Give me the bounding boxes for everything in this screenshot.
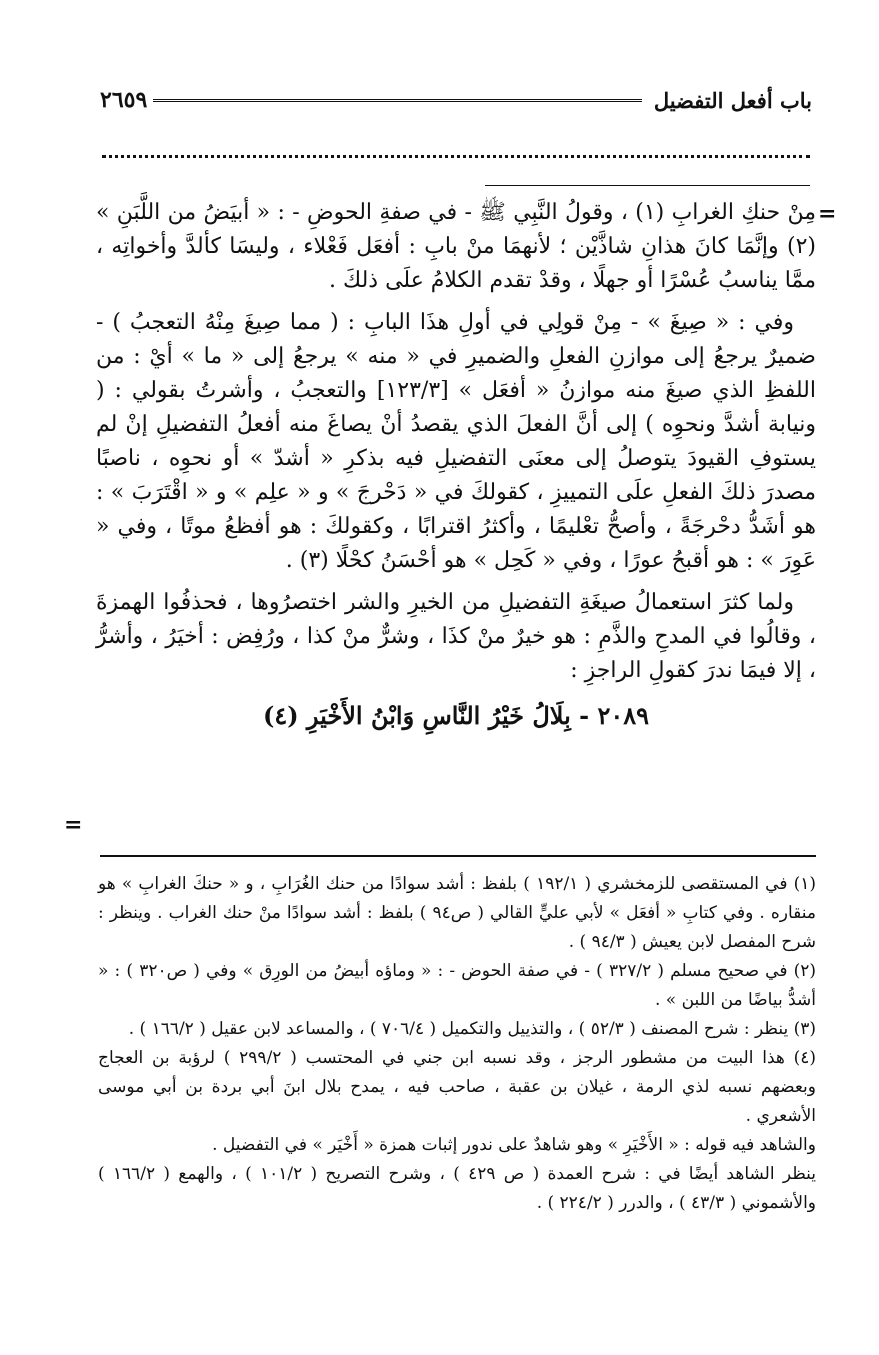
footnote-4-refs: ينظر الشاهد أيضًا في : شرح العمدة ( ص ٤٢٩ ) ، وشرح التصريح ( ١٠١/٢ ) ، والهمع ( ١٦٦/٢ ) والأشموني ( ٤٣/٣ ) ، والدرر ( ٢٢٤/٢ ) . (98, 1164, 816, 1213)
page-number: ٢٦٥٩ (100, 87, 148, 113)
main-text (96, 196, 816, 736)
footnote-4: (٤) هذا البيت من مشطور الرجز ، وقد نسبه ابن جني في المحتسب ( ٢٩٩/٢ ) لرؤبة بن العجاج وبعضهم نسبه لذي الرمة ، غيلان بن عقبة ، صاحب فيه ، يمدح بلال ابنَ أبي بردة بن أبي موسى الأشعري . (98, 1048, 816, 1126)
margin-mark-bottom: = (64, 812, 83, 838)
margin-mark-top: = (818, 201, 837, 227)
footnote-3: (٣) ينظر : شرح المصنف ( ٥٢/٣ ) ، والتذييل والتكميل ( ٧٠٦/٤ ) ، والمساعد لابن عقيل ( ١٦٦/٢ ) . (128, 1019, 816, 1039)
footnotes (98, 870, 816, 1218)
footnote-rule (100, 855, 816, 857)
footnote-4-shahid: والشاهد فيه قوله : « الأَخْيَرِ » وهو شاهدٌ على ندور إثبات همزة « أَخْيَر » في التفضيل . (212, 1135, 816, 1155)
footnote-1: (١) في المستقصى للزمخشري ( ١٩٢/١ ) بلفظ : أشد سوادًا من حنك الغُرَابِ ، و « حنكَ الغرابِ » هو منقاره . وفي كتابِ « أفعَل » لأبي عليٍّ القالي ( ص٩٤ ) بلفظ : أشد سوادًا منْ حنك الغراب . وينظر : شرح المفصل لابن يعيش ( ٩٤/٣ ) . (98, 874, 816, 952)
top-rule (485, 185, 810, 186)
paragraph-3: ولما كثرَ استعمالُ صيغَةِ التفضيلِ من الخيرِ والشر اختصرُوها ، فحذفُوا الهمزةَ ، وقالُوا في المدحِ والذَّمِ : هو خيرٌ منْ كذَا ، وشرٌّ منْ كذا ، ورُفِض : أخيَرُ ، وأشرُّ ، إلا فيمَا ندرَ كقولِ الراجزِ : (96, 590, 816, 683)
paragraph-2: وفي : « صِيغَ » - مِنْ قولِي في أولِ هذَا البابِ : ( مما صِيغَ مِنْهُ التعجبُ ) - ضميرٌ يرجعُ إلى موازنِ الفعلِ والضميرِ في « منه » يرجعُ إلى « ما » أيْ : من اللفظِ الذي صيغَ منه موازنُ « أفعَل » [١٢٣/٣] والتعجبُ ، وأشرتُ بقولي : ( ونيابة أشدَّ ونحوِه ) إلى أنَّ الفعلَ الذي يقصدُ أنْ يصاغَ منه أفعلُ التفضيلِ إنْ لم يستوفِ القيودَ يتوصلُ إلى معنَى التفضيلِ فيه بذكرِ « أشدّ » أو نحوِه ، ناصبًا مصدرَ ذلكَ الفعلِ علَى التمييزِ ، كقولكَ في « دَحْرجَ » و « علِم » و « اقْتَرَبَ » : هو أشَدُّ دحْرجَةً ، وأصحُّ تعْليمًا ، وأكثرُ اقترابًا ، وكقولكَ : هو أفظعُ موتًا ، وفي « عَوِرَ » : هو أقبحُ عورًا ، وفي « كَحِل » هو أحْسَنُ كحْلًا (٣) . (96, 310, 816, 573)
chapter-title: باب أفعل التفضيل (653, 87, 812, 113)
verse-line: ٢٠٨٩ - بِلَالُ خَيْرُ النَّاسِ وَابْنُ الأَخْيَرِ (٤) (262, 701, 650, 730)
footnote-2: (٢) في صحيح مسلم ( ٣٢٧/٢ ) - في صفة الحوض - : « وماؤه أبيضُ من الورِق » وفي ( ص٣٢٠ ) : « أشدُّ بياضًا من اللبن » . (98, 961, 816, 1010)
running-header (100, 82, 812, 118)
dotted-separator (102, 155, 810, 158)
header-rule (153, 99, 642, 102)
paragraph-1: مِنْ حنكِ الغرابِ (١) ، وقولُ النَّبِي ﷺ - في صفةِ الحوضِ - : « أبيَضُ من اللَّبَنِ » (٢) وإنَّمَا كانَ هذانِ شاذَّيْن ؛ لأنهمَا منْ بابِ : أفعَل فَعْلاء ، وليسَا كألدَّ وأخواتِه ، ممَّا يناسبُ عُسْرًا أو جهلًا ، وقدْ تقدم الكلامُ علَى ذلكَ . (96, 200, 816, 293)
